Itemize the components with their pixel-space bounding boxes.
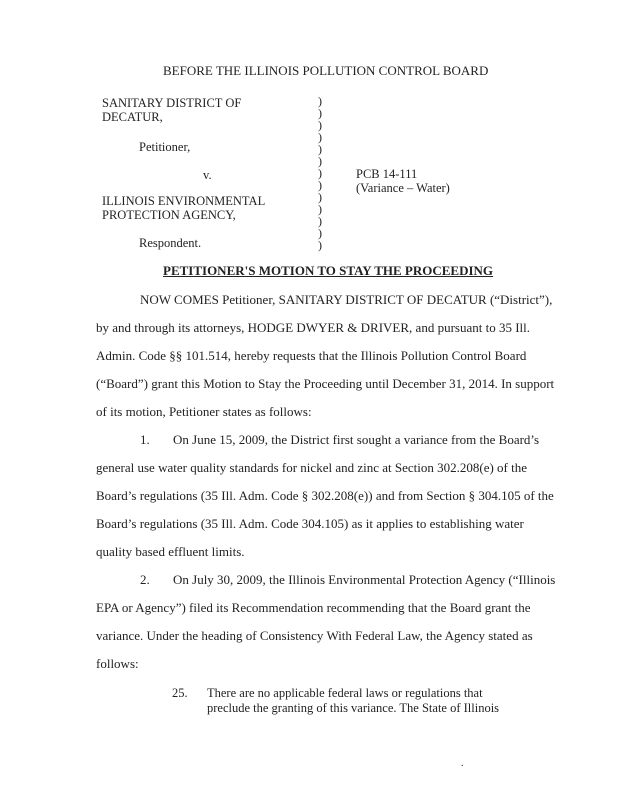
bracket: ) <box>318 106 322 120</box>
bracket: ) <box>318 118 322 132</box>
quote-line: preclude the granting of this variance. The State of Illinois <box>207 701 500 715</box>
para1-line: Board’s regulations (35 Ill. Adm. Code § 302.208(e)) and from Section § 304.105 of the <box>96 488 554 503</box>
bracket: ) <box>318 94 322 108</box>
para2-line: variance. Under the heading of Consistency With Federal Law, the Agency stated as <box>96 628 533 643</box>
versus-label: v. <box>203 168 212 182</box>
bracket: ) <box>318 226 322 240</box>
para1-line: general use water quality standards for nickel and zinc at Section 302.208(e) of the <box>96 460 528 475</box>
respondent-name-line-1: ILLINOIS ENVIRONMENTAL <box>102 194 266 208</box>
para1-line: quality based effluent limits. <box>96 544 245 559</box>
petitioner-role: Petitioner, <box>139 140 191 154</box>
petitioner-name-line-1: SANITARY DISTRICT OF <box>102 96 242 110</box>
intro-line: of its motion, Petitioner states as follows: <box>96 404 312 419</box>
case-number: PCB 14-111 <box>356 167 418 181</box>
bracket: ) <box>318 130 322 144</box>
footer-mark: . <box>461 758 464 769</box>
bracket: ) <box>318 190 322 204</box>
bracket: ) <box>318 142 322 156</box>
respondent-role: Respondent. <box>139 236 202 250</box>
paragraph-number: 2. <box>140 572 150 587</box>
caption-brackets <box>318 95 328 251</box>
para2-line: follows: <box>96 656 139 671</box>
para2-line: On July 30, 2009, the Illinois Environmental Protection Agency (“Illinois <box>173 572 556 587</box>
intro-line: (“Board”) grant this Motion to Stay the Proceeding until December 31, 2014. In support <box>96 376 555 391</box>
paragraph-number: 1. <box>140 432 150 447</box>
bracket: ) <box>318 202 322 216</box>
court-title: BEFORE THE ILLINOIS POLLUTION CONTROL BOARD <box>163 63 489 78</box>
bracket: ) <box>318 166 322 180</box>
para2-line: EPA or Agency”) filed its Recommendation recommending that the Board grant the <box>96 600 531 615</box>
case-type: (Variance – Water) <box>356 181 450 195</box>
petitioner-name-line-2: DECATUR, <box>102 110 163 124</box>
intro-line: Admin. Code §§ 101.514, hereby requests that the Illinois Pollution Control Board <box>96 348 527 363</box>
respondent-name-line-2: PROTECTION AGENCY, <box>102 208 236 222</box>
motion-title: PETITIONER'S MOTION TO STAY THE PROCEEDING <box>163 263 494 278</box>
bracket: ) <box>318 238 322 252</box>
bracket: ) <box>318 154 322 168</box>
quote-number: 25. <box>172 686 188 700</box>
para1-line: On June 15, 2009, the District first sought a variance from the Board’s <box>173 432 540 447</box>
quote-line: There are no applicable federal laws or regulations that <box>207 686 483 700</box>
bracket: ) <box>318 178 322 192</box>
intro-line: NOW COMES Petitioner, SANITARY DISTRICT OF DECATUR (“District”), <box>140 292 553 307</box>
bracket: ) <box>318 214 322 228</box>
para1-line: Board’s regulations (35 Ill. Adm. Code 304.105) as it applies to establishing water <box>96 516 524 531</box>
intro-line: by and through its attorneys, HODGE DWYER & DRIVER, and pursuant to 35 Ill. <box>96 320 531 335</box>
